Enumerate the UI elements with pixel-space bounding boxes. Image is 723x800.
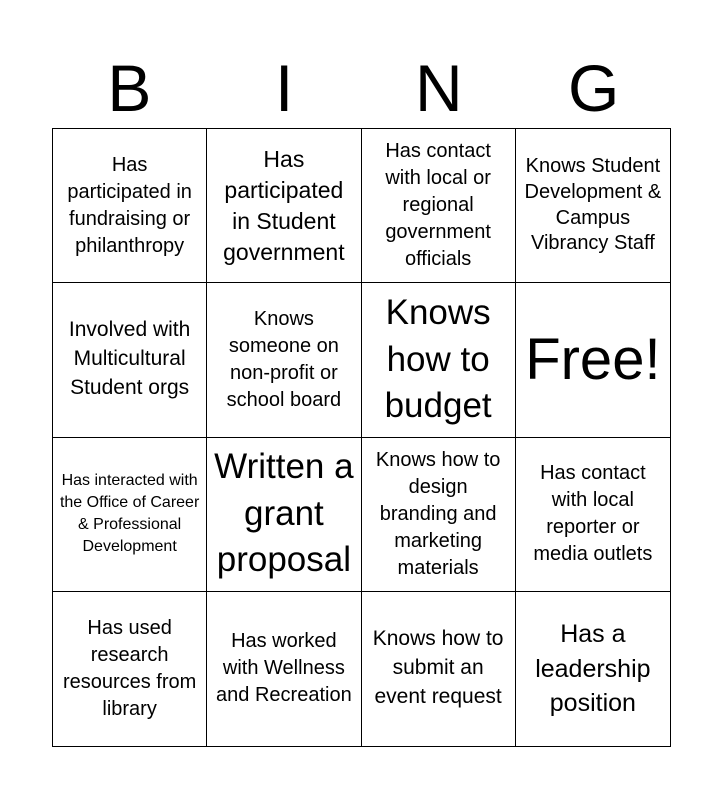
bingo-cell-media-outlets[interactable] — [516, 438, 670, 592]
bingo-board — [52, 128, 671, 747]
bingo-cell-text: Has a leadership position — [535, 620, 651, 718]
bingo-cell-library-resources[interactable] — [53, 592, 207, 746]
bingo-cell-nonprofit-board[interactable] — [207, 283, 361, 437]
bingo-header — [52, 50, 671, 126]
bingo-cell-grant-proposal[interactable] — [207, 438, 361, 592]
bingo-cell-event-request[interactable] — [362, 592, 516, 746]
header-letter-n: N — [415, 51, 463, 125]
bingo-cell-text: Involved with Multicultural Student orgs — [68, 318, 191, 400]
header-letter-g: G — [567, 51, 620, 125]
bingo-cell-text: Knows how to budget — [384, 293, 492, 426]
bingo-cell-student-government[interactable] — [207, 129, 361, 283]
bingo-cell-fundraising[interactable] — [53, 129, 207, 283]
bingo-cell-text: Has interacted with the Office of Career & Professional Development — [59, 471, 200, 556]
bingo-cell-text: Knows Student Development & Campus Vibrancy Staff — [524, 155, 662, 255]
bingo-cell-wellness-recreation[interactable] — [207, 592, 361, 746]
bingo-cell-text: Knows how to design branding and marketing materials — [375, 448, 501, 579]
bingo-cell-branding-materials[interactable] — [362, 438, 516, 592]
bingo-cell-text: Knows how to submit an event request — [372, 627, 504, 709]
bingo-cell-government-officials[interactable] — [362, 129, 516, 283]
bingo-cell-student-development-staff[interactable] — [516, 129, 670, 283]
bingo-cell-text: Has participated in fundraising or philanthropy — [67, 153, 192, 257]
bingo-cell-career-office[interactable] — [53, 438, 207, 592]
bingo-cell-free-space[interactable] — [516, 283, 670, 437]
bingo-cell-text: Free! — [525, 326, 661, 392]
bingo-cell-text: Has used research resources from library — [62, 616, 197, 720]
bingo-cell-multicultural-orgs[interactable] — [53, 283, 207, 437]
bingo-cell-leadership-position[interactable] — [516, 592, 670, 746]
bingo-cell-text: Has participated in Student government — [223, 145, 345, 265]
bingo-cell-text: Has contact with local reporter or media outlets — [533, 462, 653, 566]
bingo-cell-text: Written a grant proposal — [214, 447, 354, 580]
header-letter-i: I — [274, 51, 294, 125]
bingo-cell-text: Has worked with Wellness and Recreation — [216, 630, 352, 707]
bingo-cell-text: Has contact with local or regional government officials — [385, 140, 491, 271]
bingo-cell-text: Knows someone on non-profit or school board — [226, 307, 342, 411]
header-letter-b: B — [107, 51, 152, 125]
bingo-cell-budget[interactable] — [362, 283, 516, 437]
